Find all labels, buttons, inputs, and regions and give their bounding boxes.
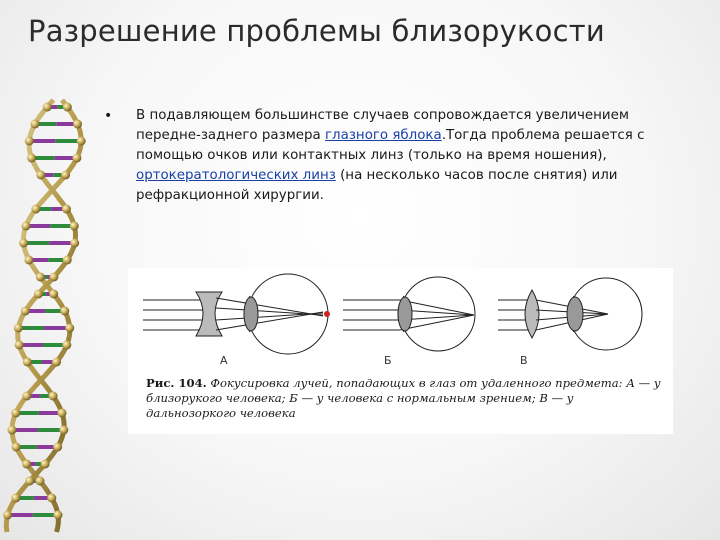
eye-diagrams [128, 268, 673, 373]
figure-caption-lead: Рис. 104. [146, 376, 207, 390]
panel-label-c: В [520, 354, 528, 367]
figure-caption [146, 376, 666, 421]
dna-node [23, 358, 32, 367]
dna-node [43, 103, 52, 112]
dna-node [30, 120, 39, 129]
panel-b-diagram [343, 277, 475, 351]
dna-node [63, 256, 72, 265]
dna-node [21, 222, 30, 231]
dna-node [25, 477, 34, 486]
slide-title: Разрешение проблемы близорукости [28, 14, 605, 48]
dna-node [14, 324, 23, 333]
panel-label-a: А [220, 354, 228, 367]
dna-node [3, 511, 12, 520]
bullet-item [104, 106, 686, 206]
panel-a-diagram [143, 274, 330, 354]
orthokeratology-link[interactable]: ортокератологических линз [136, 168, 336, 183]
dna-node [60, 307, 69, 316]
bullet-text-part-3: (на несколько часов после снятия) или рефракционной хирургии. [136, 168, 618, 203]
dna-node [31, 205, 40, 214]
dna-node [53, 443, 62, 452]
dna-node [72, 154, 81, 163]
dna-node [52, 358, 61, 367]
dna-node [77, 137, 86, 146]
dna-node [25, 137, 34, 146]
dna-node [41, 460, 50, 469]
panel-label-b: Б [384, 354, 392, 367]
dna-node [7, 426, 16, 435]
dna-node [70, 222, 79, 231]
dna-helix-decoration [0, 95, 115, 540]
dna-node [62, 341, 71, 350]
dna-node [24, 256, 33, 265]
dna-node [62, 205, 71, 214]
dna-node [70, 239, 79, 248]
dna-node [27, 154, 36, 163]
dna-node [19, 239, 28, 248]
dna-node [12, 443, 21, 452]
dna-node [34, 290, 43, 299]
dna-node [63, 103, 72, 112]
dna-node [49, 290, 58, 299]
dna-node [57, 409, 66, 418]
dna-node [73, 120, 82, 129]
dna-node [49, 392, 58, 401]
dna-node [59, 426, 68, 435]
dna-node [61, 171, 70, 180]
figure-caption-text: Фокусировка лучей, попадающих в глаз от удаленного предмета: А — у близорукого человека; Б — у человека с нормальным зрением; В — у дальнозоркого человека [146, 376, 661, 420]
dna-node [11, 409, 20, 418]
eye-focus-figure [128, 268, 673, 434]
bullet-text-part-1: В подавляющем большинстве случаев сопровождается увеличением передне-заднего размера [136, 108, 629, 143]
dna-node [49, 273, 58, 282]
bullet-marker: • [104, 108, 113, 124]
dna-node [11, 494, 20, 503]
dna-node [47, 494, 56, 503]
dna-node [21, 307, 30, 316]
bullet-text [136, 106, 686, 206]
eyeball-link[interactable]: глазного яблока [325, 128, 442, 143]
dna-node [22, 392, 31, 401]
dna-node [15, 341, 24, 350]
panel-c-diagram [498, 278, 642, 350]
dna-node [54, 511, 63, 520]
dna-node [36, 273, 45, 282]
dna-node [35, 477, 44, 486]
dna-node [65, 324, 74, 333]
bullet-text-part-2: .Тогда проблема решается с помощью очков или контактных линз (только на время ношения), [136, 128, 645, 163]
dna-node [22, 460, 31, 469]
dna-node [36, 171, 45, 180]
